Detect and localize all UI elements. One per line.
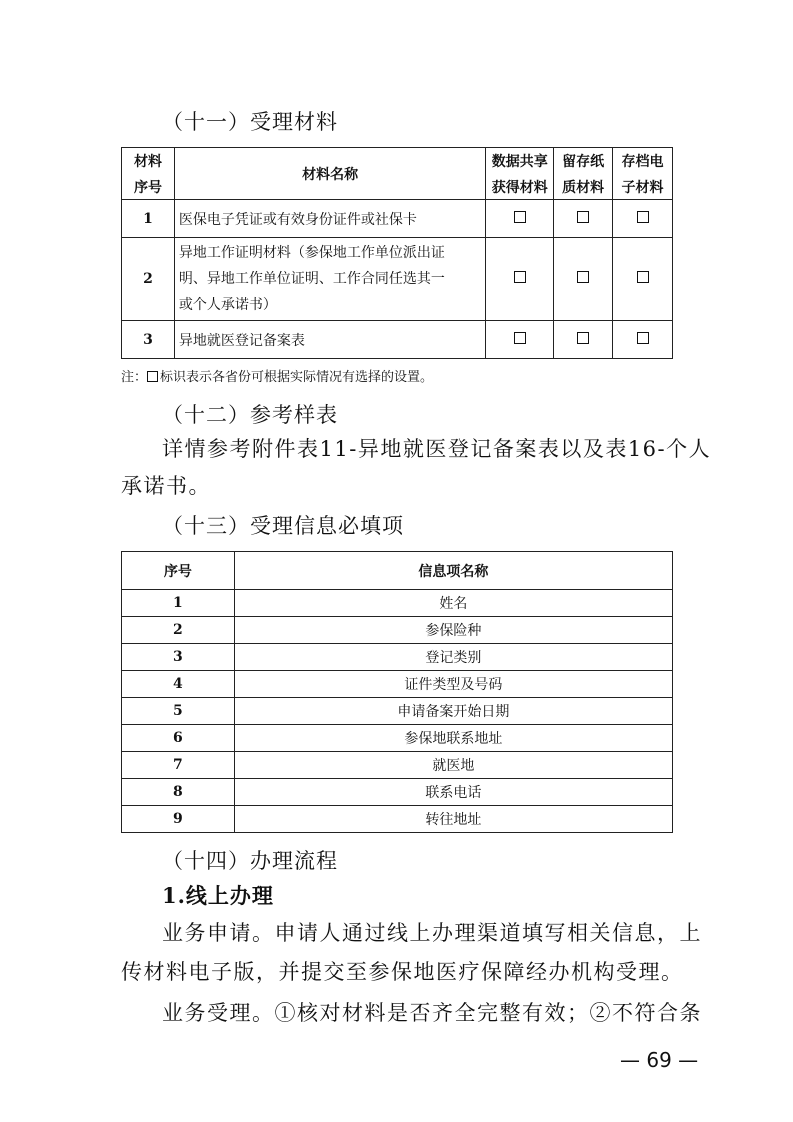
business-application-line2: 传材料电子版，并提交至参保地医疗保障经办机构受理。 xyxy=(121,960,684,984)
checkbox[interactable] xyxy=(637,211,649,223)
table-row xyxy=(122,238,673,321)
row-field-name: 联系电话 xyxy=(234,779,672,806)
row-seq: 2 xyxy=(122,617,235,644)
table-row xyxy=(122,590,673,617)
header-data-shared: 数据共享 获得材料 xyxy=(486,148,554,200)
table-row xyxy=(122,698,673,725)
table-row xyxy=(122,806,673,833)
row-field-name: 登记类别 xyxy=(234,644,672,671)
materials-table xyxy=(121,147,673,359)
checkbox[interactable] xyxy=(637,271,649,283)
table-row xyxy=(122,200,673,238)
table-row xyxy=(122,725,673,752)
header-field-name: 信息项名称 xyxy=(234,552,672,590)
row-field-name: 姓名 xyxy=(234,590,672,617)
row-seq: 3 xyxy=(122,644,235,671)
section-12-paragraph-line1: 详情参考附件表11-异地就医登记备案表以及表16-个人 xyxy=(162,437,712,461)
info-header-row xyxy=(122,552,673,590)
checkbox[interactable] xyxy=(577,332,589,344)
table-row xyxy=(122,671,673,698)
business-acceptance-line1: 业务受理。①核对材料是否齐全完整有效；②不符合条 xyxy=(162,1001,702,1025)
row-seq: 1 xyxy=(122,200,175,238)
row-seq: 8 xyxy=(122,779,235,806)
row-field-name: 就医地 xyxy=(234,752,672,779)
row-seq: 2 xyxy=(122,238,175,321)
row-seq: 4 xyxy=(122,671,235,698)
checkbox[interactable] xyxy=(637,332,649,344)
row-field-name: 证件类型及号码 xyxy=(234,671,672,698)
checkbox[interactable] xyxy=(577,211,589,223)
info-fields-table xyxy=(121,551,673,833)
checkbox[interactable] xyxy=(577,271,589,283)
section-12-paragraph-line2: 承诺书。 xyxy=(121,474,211,498)
row-field-name: 参保险种 xyxy=(234,617,672,644)
row-seq: 9 xyxy=(122,806,235,833)
row-seq: 5 xyxy=(122,698,235,725)
business-application-line1: 业务申请。申请人通过线上办理渠道填写相关信息，上 xyxy=(162,921,702,945)
row-field-name: 参保地联系地址 xyxy=(234,725,672,752)
section-12-heading: （十二）参考样表 xyxy=(162,403,338,427)
table-row xyxy=(122,644,673,671)
table-note: 注： 标识表示各省份可根据实际情况有选择的设置。 xyxy=(121,370,434,385)
header-seq: 序号 xyxy=(122,552,235,590)
table-row xyxy=(122,321,673,359)
header-paper-retained: 留存纸 质材料 xyxy=(554,148,613,200)
checkbox[interactable] xyxy=(514,211,526,223)
section-14-heading: （十四）办理流程 xyxy=(162,849,338,873)
table-row xyxy=(122,752,673,779)
row-seq: 1 xyxy=(122,590,235,617)
row-seq: 3 xyxy=(122,321,175,359)
online-processing-subheading: 1.线上办理 xyxy=(162,883,274,908)
checkbox[interactable] xyxy=(514,271,526,283)
header-electronic-archive: 存档电 子材料 xyxy=(613,148,673,200)
materials-header-row xyxy=(122,148,673,200)
table-row xyxy=(122,617,673,644)
page-number: — 69 — xyxy=(620,1048,699,1072)
row-seq: 6 xyxy=(122,725,235,752)
row-material-name: 异地工作证明材料（参保地工作单位派出证 明、异地工作单位证明、工作合同任选其一 或个人承诺书） xyxy=(174,238,485,321)
section-13-heading: （十三）受理信息必填项 xyxy=(162,514,404,538)
row-field-name: 申请备案开始日期 xyxy=(234,698,672,725)
checkbox-symbol-icon xyxy=(147,371,158,382)
header-material-name: 材料名称 xyxy=(174,148,485,200)
header-seq: 材料 序号 xyxy=(122,148,175,200)
section-11-heading: （十一）受理材料 xyxy=(162,110,338,134)
table-row xyxy=(122,779,673,806)
row-seq: 7 xyxy=(122,752,235,779)
row-material-name: 异地就医登记备案表 xyxy=(174,321,485,359)
checkbox[interactable] xyxy=(514,332,526,344)
row-material-name: 医保电子凭证或有效身份证件或社保卡 xyxy=(174,200,485,238)
row-field-name: 转往地址 xyxy=(234,806,672,833)
